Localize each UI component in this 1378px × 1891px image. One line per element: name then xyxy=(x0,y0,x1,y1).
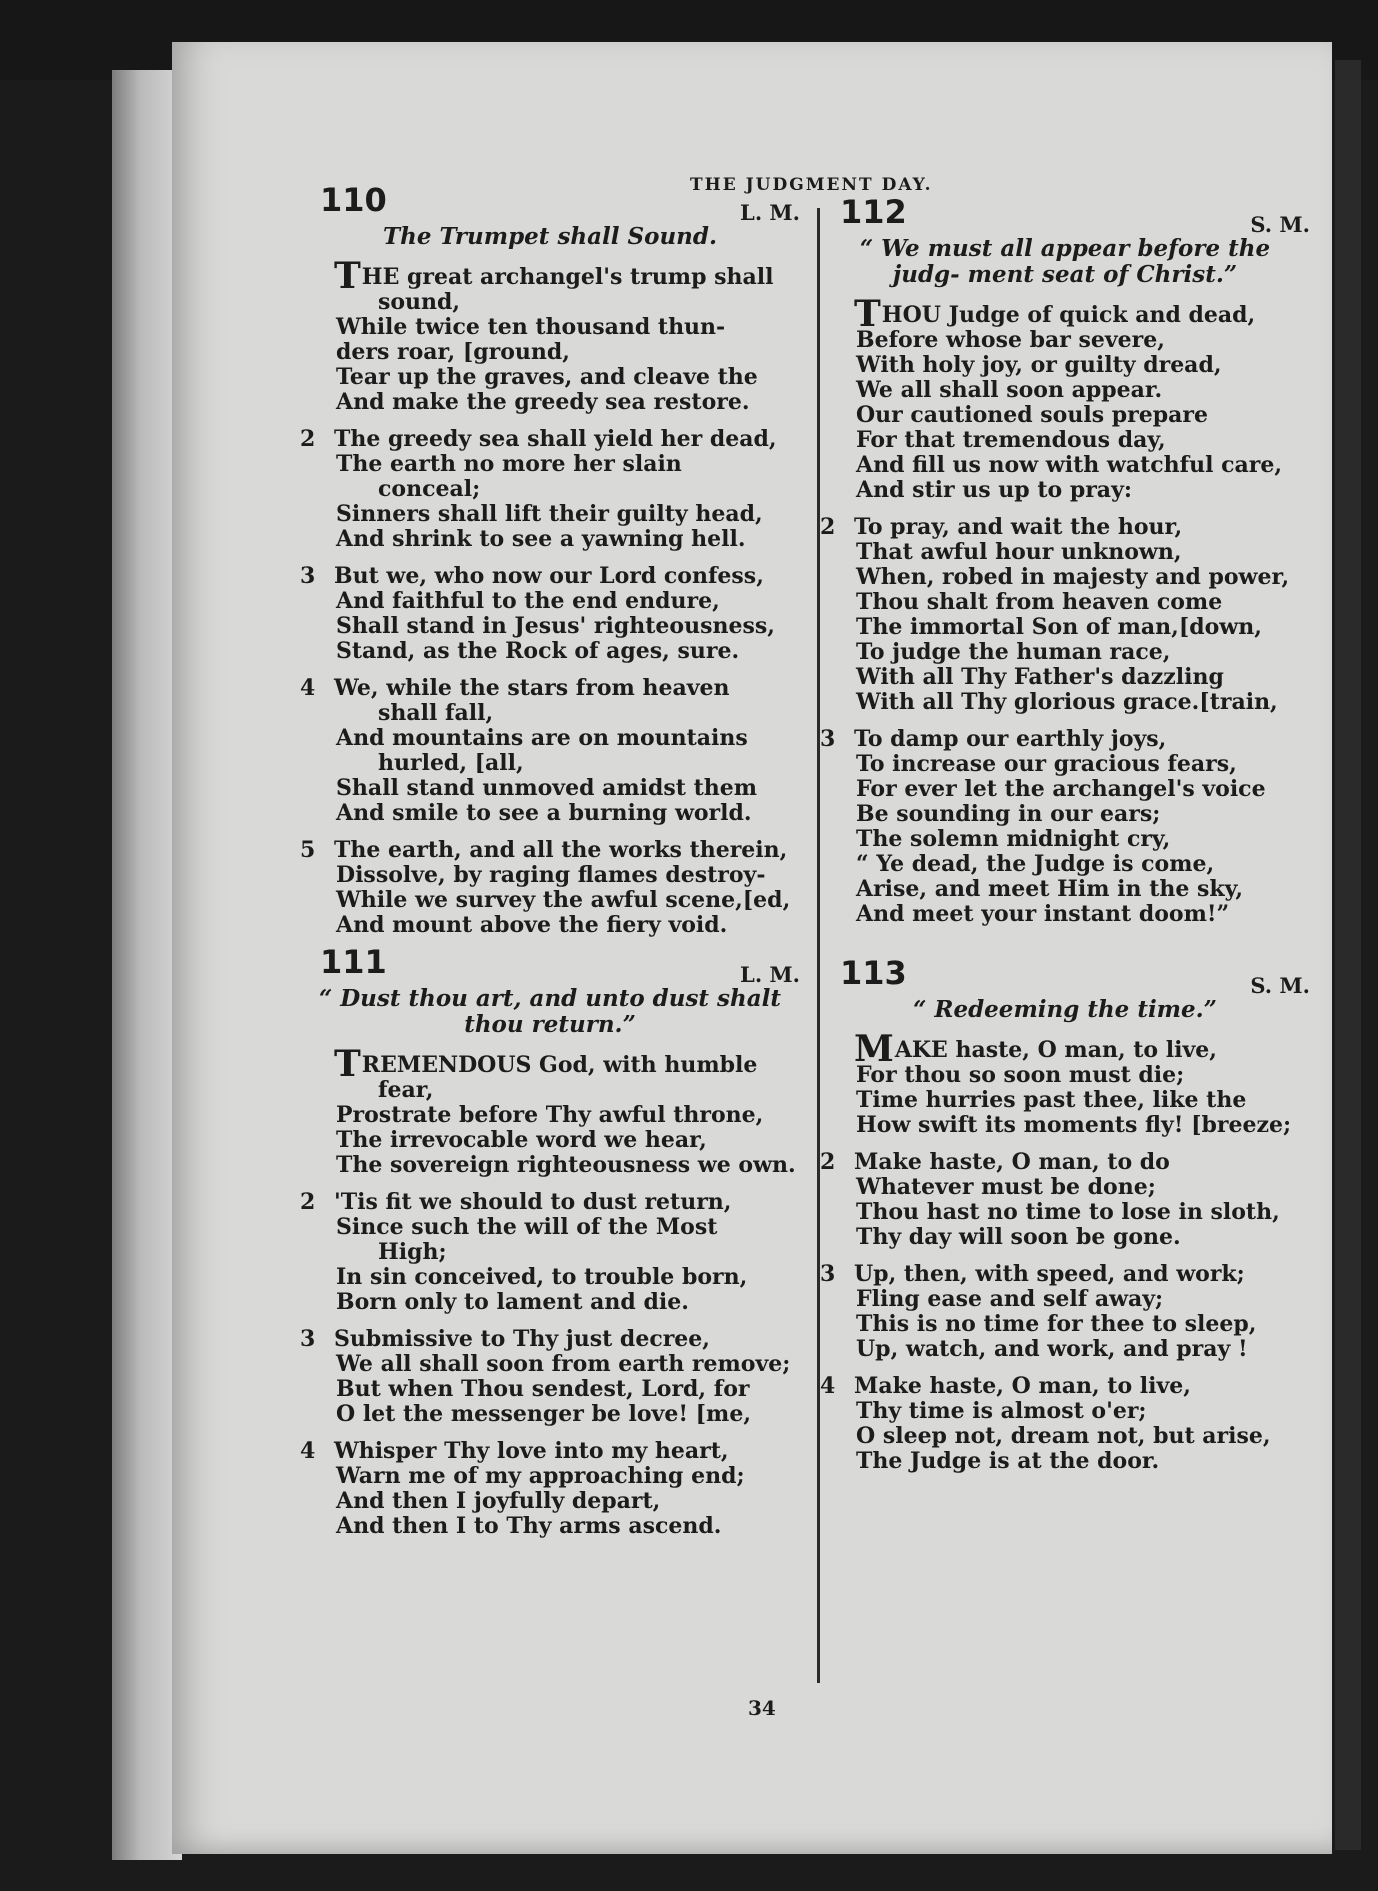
verse-line: And fill us now with watchful care, xyxy=(856,452,1283,478)
verse-line: To judge the human race, xyxy=(856,639,1171,665)
hymn-number: 111 xyxy=(320,943,387,981)
verse-line: Since such the will of the Most xyxy=(336,1214,718,1240)
line-text: HE great archangel's trump shall xyxy=(361,264,774,290)
verse-line: Thou hast no time to lose in sloth, xyxy=(856,1199,1280,1225)
verse-line: O sleep not, dream not, but arise, xyxy=(856,1423,1271,1449)
line-text: 'Tis fit we should to dust return, xyxy=(334,1189,732,1215)
line-text: REMENDOUS God, with humble xyxy=(361,1052,758,1078)
hymn-meter: S. M. xyxy=(1250,212,1310,237)
verse-line xyxy=(300,676,800,701)
line-text: We, while the stars from heaven xyxy=(334,675,730,701)
book-binding-shadow xyxy=(1335,60,1361,1850)
hymn-meter: L. M. xyxy=(740,962,800,987)
verse-line xyxy=(300,1327,800,1352)
drop-cap: M xyxy=(854,1028,894,1070)
hymn xyxy=(820,954,1310,1474)
verse xyxy=(820,1374,1310,1474)
verse xyxy=(300,427,800,552)
verse-line: Up, watch, and work, and pray ! xyxy=(856,1336,1248,1362)
drop-cap: T xyxy=(334,1043,361,1085)
verse-line: Shall stand unmoved amidst them xyxy=(336,775,758,801)
verse xyxy=(300,255,800,415)
line-text: Up, then, with speed, and work; xyxy=(854,1261,1245,1287)
verse-line: While we survey the awful scene,[ed, xyxy=(336,887,791,913)
verse-line: With all Thy Father's dazzling xyxy=(856,664,1224,690)
verse-line: We all shall soon appear. xyxy=(856,377,1163,403)
verse-line: And then I to Thy arms ascend. xyxy=(336,1513,722,1539)
hymn-number: 113 xyxy=(840,954,907,992)
verse-line: Be sounding in our ears; xyxy=(856,801,1161,827)
verse-line: But when Thou sendest, Lord, for xyxy=(336,1376,750,1402)
verse-line: For that tremendous day, xyxy=(856,427,1166,453)
verse-line: And smile to see a burning world. xyxy=(336,800,752,826)
verse-line: Prostrate before Thy awful throne, xyxy=(336,1102,764,1128)
verse-line: hurled, [all, xyxy=(378,750,524,776)
verse-line: Thy day will soon be gone. xyxy=(856,1224,1181,1250)
verse xyxy=(300,1043,800,1178)
verse-line: Shall stand in Jesus' righteousness, xyxy=(336,613,775,639)
verse-line: conceal; xyxy=(378,476,481,502)
drop-cap: T xyxy=(854,293,881,335)
hymn-header xyxy=(300,943,800,987)
verse-line: The solemn midnight cry, xyxy=(856,826,1171,852)
verse-line: ders roar, [ground, xyxy=(336,339,570,365)
verse-line: And then I joyfully depart, xyxy=(336,1488,661,1514)
verse-line: In sin conceived, to trouble born, xyxy=(336,1264,748,1290)
verse-line: “ Ye dead, the Judge is come, xyxy=(856,851,1215,877)
running-head: THE JUDGMENT DAY. xyxy=(690,175,933,195)
line-text: But we, who now our Lord confess, xyxy=(334,563,764,589)
verse-line: Arise, and meet Him in the sky, xyxy=(856,876,1243,902)
hymn-header xyxy=(300,181,800,225)
verse-line: We all shall soon from earth remove; xyxy=(336,1351,791,1377)
hymn-title: “ Dust thou art, and unto dust shalt thou return.” xyxy=(318,985,781,1038)
verse xyxy=(300,564,800,664)
hymn xyxy=(300,181,800,938)
verse-line: The Judge is at the door. xyxy=(856,1448,1160,1474)
verse-line xyxy=(300,1190,800,1215)
verse xyxy=(820,1028,1310,1138)
hymn xyxy=(300,943,800,1539)
verse xyxy=(820,293,1310,503)
verse-line: And mountains are on mountains xyxy=(336,725,748,751)
hymn-number: 112 xyxy=(840,193,907,231)
verse-line: High; xyxy=(378,1239,447,1265)
verse-line xyxy=(300,427,800,452)
verse-line xyxy=(820,1374,1310,1399)
verse-line: While twice ten thousand thun- xyxy=(336,314,726,340)
verse-line: For thou so soon must die; xyxy=(856,1062,1185,1088)
verse-line: Fling ease and self away; xyxy=(856,1286,1164,1312)
verse-line: shall fall, xyxy=(378,700,494,726)
verse xyxy=(300,1190,800,1315)
verse-number: 3 xyxy=(820,726,836,752)
verse-line: Dissolve, by raging flames destroy- xyxy=(336,862,766,888)
verse xyxy=(820,1262,1310,1362)
line-text: AKE haste, O man, to live, xyxy=(894,1037,1217,1063)
hymn-header xyxy=(820,193,1310,237)
verse-line: Stand, as the Rock of ages, sure. xyxy=(336,638,740,664)
verse xyxy=(820,727,1310,927)
verse-line: Time hurries past thee, like the xyxy=(856,1087,1247,1113)
verse-line: With all Thy glorious grace.[train, xyxy=(856,689,1278,715)
verse-line: For ever let the archangel's voice xyxy=(856,776,1266,802)
verse xyxy=(300,1439,800,1539)
verse-line: Born only to lament and die. xyxy=(336,1289,689,1315)
verse-line xyxy=(820,1028,1310,1070)
verse-line: Thy time is almost o'er; xyxy=(856,1398,1147,1424)
verse-number: 4 xyxy=(820,1373,836,1399)
verse-number: 2 xyxy=(300,1189,316,1215)
verse-line: fear, xyxy=(378,1077,434,1103)
verse-line xyxy=(820,293,1310,335)
verse xyxy=(300,1327,800,1427)
left-column xyxy=(300,181,800,1551)
verse-line: To increase our gracious fears, xyxy=(856,751,1237,777)
verse-number: 4 xyxy=(300,675,316,701)
verse-line: And make the greedy sea restore. xyxy=(336,389,750,415)
verse xyxy=(300,676,800,826)
line-text: To damp our earthly joys, xyxy=(854,726,1167,752)
verse-number: 2 xyxy=(300,426,316,452)
verse-line xyxy=(300,255,800,297)
line-text: Whisper Thy love into my heart, xyxy=(334,1438,729,1464)
verse xyxy=(820,515,1310,715)
verse-number: 4 xyxy=(300,1438,316,1464)
verse-line xyxy=(820,1262,1310,1287)
line-text: Make haste, O man, to live, xyxy=(854,1373,1191,1399)
verse-number: 3 xyxy=(300,1326,316,1352)
page-number: 34 xyxy=(748,1696,776,1720)
verse-line xyxy=(300,1439,800,1464)
verse-line: And faithful to the end endure, xyxy=(336,588,720,614)
hymn-title: The Trumpet shall Sound. xyxy=(383,223,717,250)
verse xyxy=(300,838,800,938)
verse-line: Sinners shall lift their guilty head, xyxy=(336,501,763,527)
hymn xyxy=(820,193,1310,927)
verse-line xyxy=(300,1043,800,1085)
verse-line: The immortal Son of man,[down, xyxy=(856,614,1262,640)
line-text: To pray, and wait the hour, xyxy=(854,514,1183,540)
verse-line: sound, xyxy=(378,289,461,315)
verse-line: Thou shalt from heaven come xyxy=(856,589,1223,615)
line-text: The greedy sea shall yield her dead, xyxy=(334,426,777,452)
verse-line: The earth no more her slain xyxy=(336,451,682,477)
verse-line: O let the messenger be love! [me, xyxy=(336,1401,751,1427)
verse-number: 5 xyxy=(300,837,316,863)
verse-line: And meet your instant doom!” xyxy=(856,901,1230,927)
verse-line: How swift its moments fly! [breeze; xyxy=(856,1112,1292,1138)
line-text: Make haste, O man, to do xyxy=(854,1149,1170,1175)
verse-line: Before whose bar severe, xyxy=(856,327,1165,353)
hymn-number: 110 xyxy=(320,181,387,219)
verse-line: Tear up the graves, and cleave the xyxy=(336,364,758,390)
verse xyxy=(820,1150,1310,1250)
hymn-meter: L. M. xyxy=(740,200,800,225)
verse-number: 3 xyxy=(300,563,316,589)
verse-line: With holy joy, or guilty dread, xyxy=(856,352,1222,378)
verse-line: The sovereign righteousness we own. xyxy=(336,1152,796,1178)
line-text: Submissive to Thy just decree, xyxy=(334,1326,710,1352)
verse-line xyxy=(300,838,800,863)
right-column xyxy=(820,193,1310,1486)
line-text: HOU Judge of quick and dead, xyxy=(881,302,1256,328)
verse-line: And mount above the fiery void. xyxy=(336,912,728,938)
verse-line: When, robed in majesty and power, xyxy=(856,564,1290,590)
verse-line: Warn me of my approaching end; xyxy=(336,1463,745,1489)
verse-number: 3 xyxy=(820,1261,836,1287)
verse-line xyxy=(820,1150,1310,1175)
verse-number: 2 xyxy=(820,514,836,540)
line-text: The earth, and all the works therein, xyxy=(334,837,788,863)
verse-line: Whatever must be done; xyxy=(856,1174,1156,1200)
verse-line: This is no time for thee to sleep, xyxy=(856,1311,1257,1337)
verse-line: That awful hour unknown, xyxy=(856,539,1182,565)
verse-line xyxy=(820,515,1310,540)
verse-line xyxy=(820,727,1310,752)
verse-line: The irrevocable word we hear, xyxy=(336,1127,707,1153)
hymn-meter: S. M. xyxy=(1250,973,1310,998)
verse-line: And stir us up to pray: xyxy=(856,477,1132,503)
hymn-title: “ We must all appear before the judg- ment seat of Christ.” xyxy=(859,235,1271,288)
drop-cap: T xyxy=(334,255,361,297)
verse-number: 2 xyxy=(820,1149,836,1175)
verse-line xyxy=(300,564,800,589)
verse-line: And shrink to see a yawning hell. xyxy=(336,526,746,552)
verse-line: Our cautioned souls prepare xyxy=(856,402,1208,428)
hymn-header xyxy=(820,954,1310,998)
hymn-title: “ Redeeming the time.” xyxy=(913,996,1217,1023)
